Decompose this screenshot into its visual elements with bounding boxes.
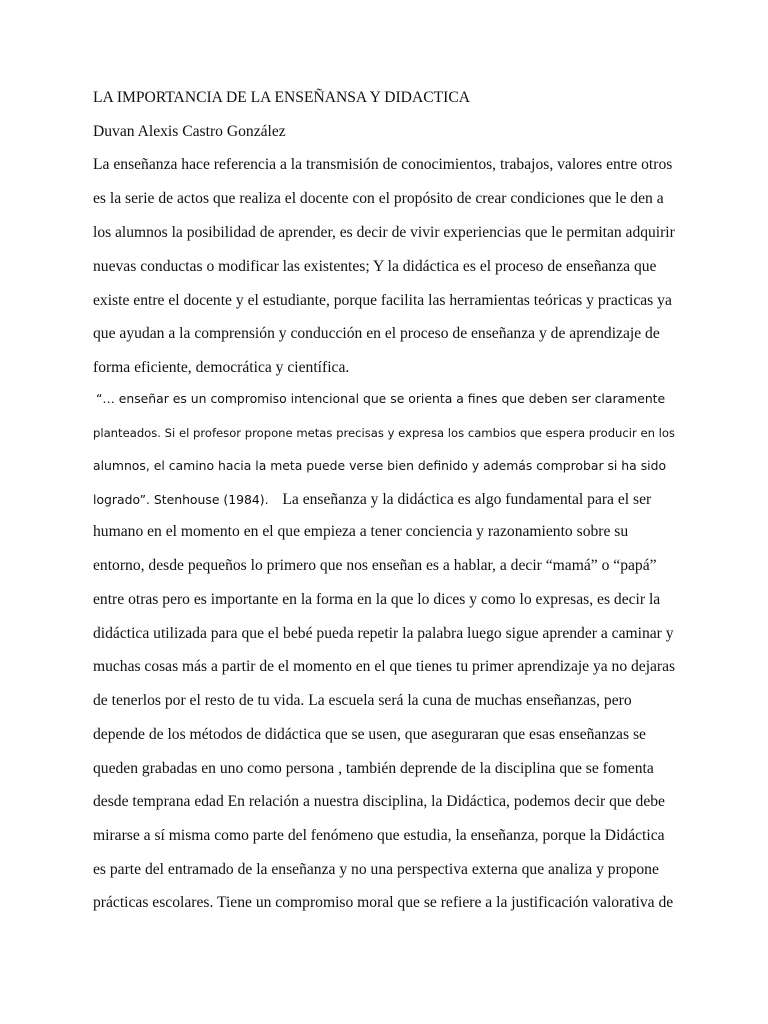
text-line: existe entre el docente y el estudiante, porque facilita las herramientas teóricas y practicas ya (93, 292, 672, 309)
text-line: entre otras pero es importante en la forma en la que lo dices y como lo expresas, es decir la (93, 591, 661, 608)
paragraph-2-start: La enseñanza y la didáctica es algo fundamental para el ser (282, 491, 652, 508)
text-line: de tenerlos por el resto de tu vida. La escuela será la cuna de muchas enseñanzas, pero (93, 692, 632, 709)
text-line: es la serie de actos que realiza el docente con el propósito de crear condiciones que le den a (93, 190, 664, 207)
text-line: nuevas conductas o modificar las existentes; Y la didáctica es el proceso de enseñanza que (93, 258, 657, 275)
quote-line: alumnos, el camino hacia la meta puede verse bien definido y además comprobar si ha sido (93, 458, 667, 473)
text-line: forma eficiente, democrática y científica. (93, 359, 350, 376)
text-line: que ayudan a la comprensión y conducción en el proceso de enseñanza y de aprendizaje de (93, 325, 660, 342)
text-line: desde temprana edad En relación a nuestra disciplina, la Didáctica, podemos decir que debe (93, 793, 665, 810)
quote-closing-line (93, 490, 651, 510)
text-line: didáctica utilizada para que el bebé pueda repetir la palabra luego sigue aprender a caminar y (93, 625, 674, 642)
text-line: los alumnos la posibilidad de aprender, es decir de vivir experiencias que le permitan adquirir (93, 224, 675, 241)
quote-line: “… enseñar es un compromiso intencional que se orienta a fines que deben ser claramente (96, 391, 666, 406)
text-line: depende de los métodos de didáctica que se usen, que aseguraran que esas enseñanzas se (93, 726, 646, 743)
text-line: La enseñanza hace referencia a la transmisión de conocimientos, trabajos, valores entre otros (93, 156, 673, 173)
text-line: muchas cosas más a partir de el momento en el que tienes tu primer aprendizaje ya no dejaras (93, 658, 676, 675)
document-title: LA IMPORTANCIA DE LA ENSEÑANSA Y DIDACTICA (93, 89, 470, 106)
text-line: prácticas escolares. Tiene un compromiso moral que se refiere a la justificación valorativa de (93, 894, 674, 911)
text-line: mirarse a sí misma como parte del fenómeno que estudia, la enseñanza, porque la Didáctica (93, 827, 665, 844)
text-line: humano en el momento en el que empieza a tener conciencia y razonamiento sobre su (93, 523, 629, 540)
text-line: queden grabadas en uno como persona , también deprende de la disciplina que se fomenta (93, 760, 654, 777)
quote-citation: logrado”. Stenhouse (1984). (93, 492, 269, 507)
text-line: es parte del entramado de la enseñanza y no una perspectiva externa que analiza y propone (93, 861, 659, 878)
text-line: entorno, desde pequeños lo primero que nos enseñan es a hablar, a decir “mamá” o “papá” (93, 557, 657, 574)
document-author: Duvan Alexis Castro González (93, 123, 286, 140)
quote-line: planteados. Si el profesor propone metas precisas y expresa los cambios que espera producir en los (93, 426, 675, 440)
